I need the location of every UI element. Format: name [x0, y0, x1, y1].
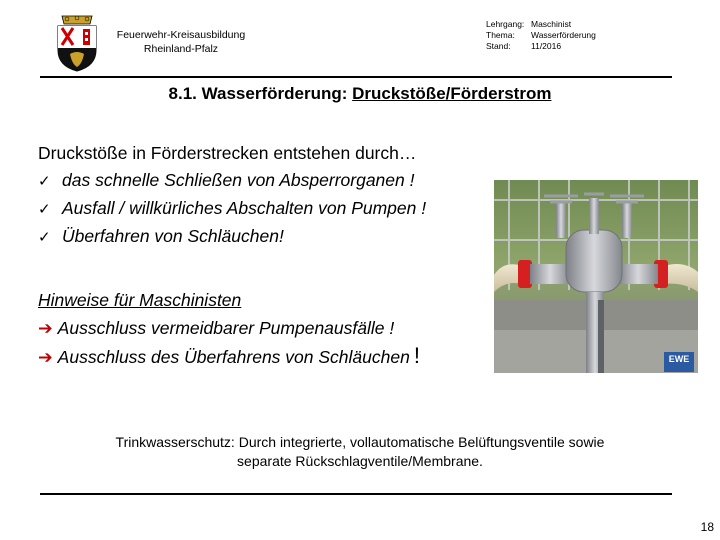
course-meta	[486, 19, 596, 52]
meta-value: 11/2016	[531, 41, 562, 51]
title-underlined: Druckstöße/Förderstrom	[352, 84, 552, 103]
check-icon: ✓	[38, 173, 51, 190]
arrow-icon: ➔	[38, 318, 53, 338]
header-divider	[40, 76, 672, 78]
meta-row-topic	[486, 30, 596, 41]
cause-item	[38, 195, 426, 223]
drinking-water-note	[40, 433, 680, 471]
footer-divider	[40, 493, 672, 495]
meta-value: Wasserförderung	[531, 30, 596, 40]
meta-key: Lehrgang:	[486, 19, 525, 29]
cause-text: Ausfall / willkürliches Abschalten von Pumpen !	[62, 198, 427, 218]
arrow-icon: ➔	[38, 347, 53, 367]
title-prefix: 8.1. Wasserförderung:	[168, 84, 353, 103]
hydrant-photo	[494, 180, 698, 373]
check-icon: ✓	[38, 201, 51, 218]
page-number: 18	[700, 520, 714, 534]
slide-title	[0, 84, 720, 104]
hint-trailing-mark: !	[413, 343, 420, 368]
meta-key: Thema:	[486, 30, 515, 40]
meta-value: Maschinist	[531, 19, 572, 29]
cause-text: Überfahren von Schläuchen!	[62, 226, 284, 246]
meta-row-status	[486, 41, 596, 52]
org-line-2: Rheinland-Pfalz	[143, 43, 219, 55]
cause-text: das schnelle Schließen von Absperrorganen !	[62, 170, 415, 190]
hints-section	[38, 286, 420, 371]
hints-heading: Hinweise für Maschinisten	[38, 290, 242, 310]
meta-row-course	[486, 19, 596, 30]
coat-of-arms-logo	[52, 14, 102, 72]
organisation-label	[100, 28, 262, 56]
ewe-logo: EWE	[668, 354, 690, 364]
hint-text: Ausschluss des Überfahrens von Schläuchen	[57, 347, 410, 367]
hint-item	[38, 342, 420, 371]
causes-heading: Druckstöße in Förderstrecken entstehen durch…	[38, 143, 417, 163]
causes-section	[38, 140, 426, 251]
note-line-1: Trinkwasserschutz: Durch integrierte, vollautomatische Belüftungsventile sowie	[115, 434, 605, 450]
check-icon: ✓	[38, 229, 51, 246]
org-line-1: Feuerwehr-Kreisausbildung	[116, 29, 246, 41]
meta-key: Stand:	[486, 41, 511, 51]
hint-text: Ausschluss vermeidbarer Pumpenausfälle !	[57, 318, 395, 338]
cause-item	[38, 167, 426, 195]
cause-item	[38, 223, 426, 251]
note-line-2: separate Rückschlagventile/Membrane.	[237, 453, 483, 469]
hint-item	[38, 314, 420, 342]
